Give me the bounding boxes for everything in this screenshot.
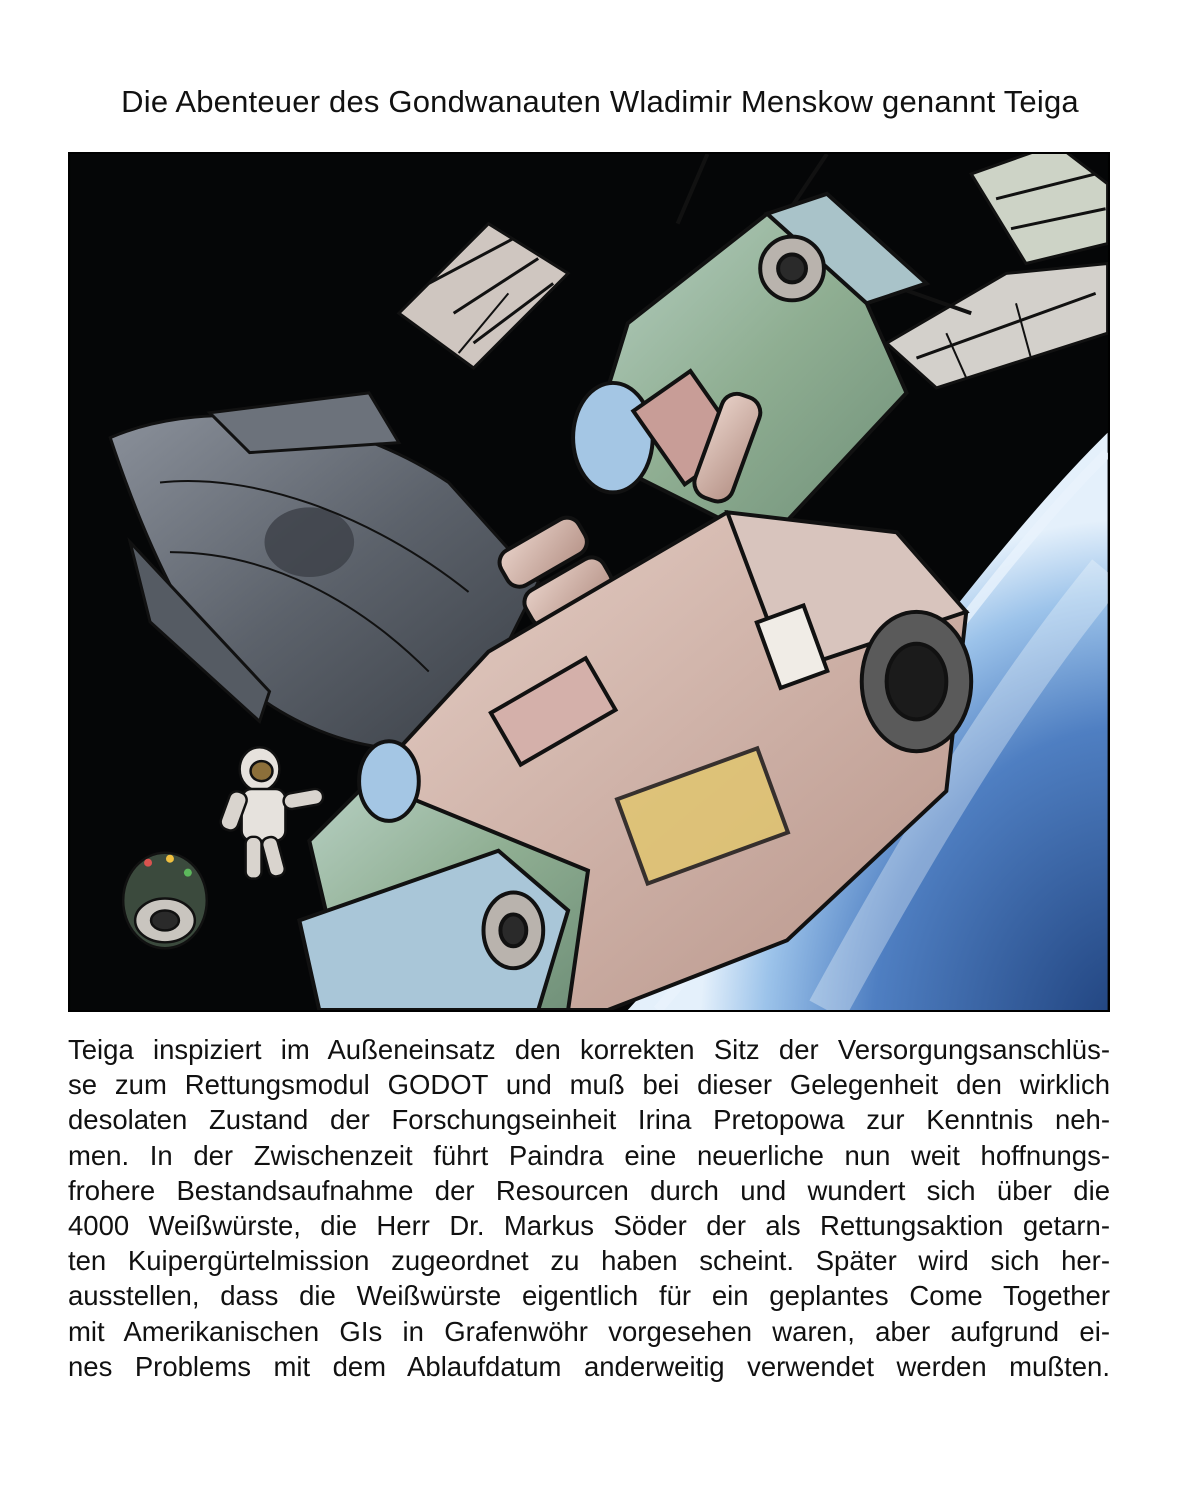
caption-line: men. In der Zwischenzeit führt Paindra eine neuerliche nun weit hoffnungs- — [68, 1139, 1110, 1171]
caption-line: frohere Bestandsaufnahme der Resourcen durch und wundert sich über die — [68, 1174, 1110, 1206]
caption-line: desolaten Zustand der Forschungseinheit Irina Pretopowa zur Kenntnis neh- — [68, 1104, 1110, 1136]
caption-line: 4000 Weißwürste, die Herr Dr. Markus Söder der als Rettungsaktion getarn- — [68, 1210, 1110, 1242]
caption-line: se zum Rettungsmodul GODOT und muß bei dieser Gelegenheit den wirklich — [68, 1069, 1110, 1101]
comic-panel-illustration — [68, 152, 1110, 1012]
caption-paragraph — [68, 1032, 1110, 1384]
page-title: Die Abenteuer des Gondwanauten Wladimir Menskow genannt Teiga — [121, 84, 1079, 119]
caption-line: ten Kuipergürtelmission zugeordnet zu haben scheint. Später wird sich her- — [68, 1245, 1110, 1277]
small-capsule — [123, 853, 207, 949]
caption-line: nes Problems mit dem Ablaufdatum anderweitig verwendet werden mußten. — [68, 1350, 1110, 1382]
caption-line: ausstellen, dass die Weißwürste eigentlich für ein geplantes Come Together — [68, 1280, 1110, 1312]
caption-line: mit Amerikanischen GIs in Grafenwöhr vorgesehen waren, aber aufgrund ei- — [68, 1315, 1110, 1347]
caption-line: Teiga inspiziert im Außeneinsatz den korrekten Sitz der Versorgungsanschlüs- — [68, 1034, 1110, 1065]
space-scene-image — [70, 154, 1108, 1010]
